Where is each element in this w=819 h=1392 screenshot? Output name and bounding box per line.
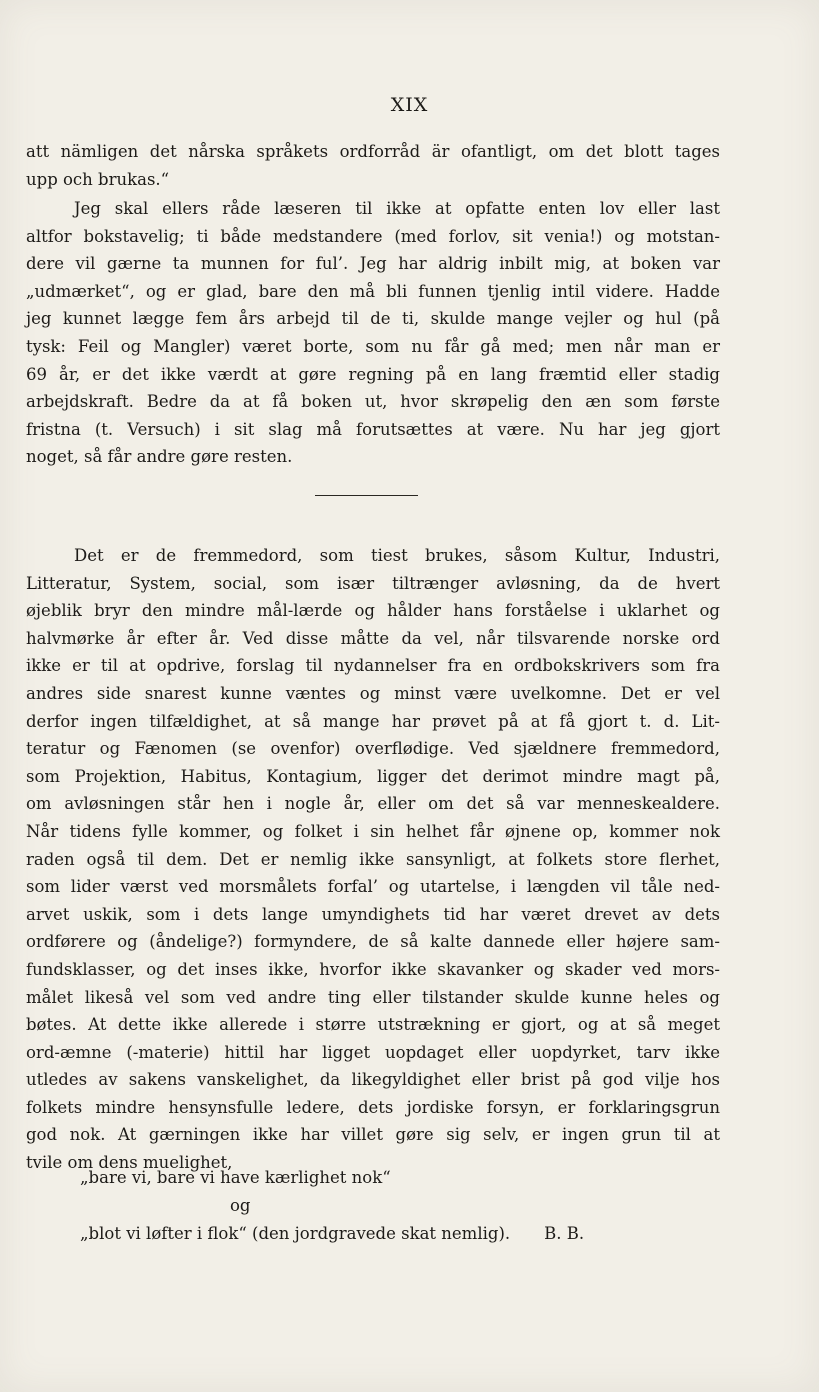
quote-connector: og <box>230 1196 251 1215</box>
text-line: arvet uskik, som i dets lange umyndighets tid har været drevet av dets <box>26 904 720 924</box>
text-line: som lider værst ved morsmålets forfal’ og utartelse, i længden vil tåle ned- <box>26 877 720 897</box>
page-number: XIX <box>390 94 429 116</box>
text-line: ordførere og (åndelige?) formyndere, de så kalte dannede eller højere sam- <box>26 932 720 952</box>
quote-line-2 <box>80 1220 680 1248</box>
text-line: som Projektion, Habitus, Kontagium, ligger det derimot mindre magt på, <box>26 766 720 786</box>
text-line: upp och brukas.“ <box>26 169 170 189</box>
text-line: raden også til dem. Det er nemlig ikke sansynligt, at folkets store flerhet, <box>26 849 720 869</box>
text-line: utledes av sakens vanskelighet, da likegyldighet eller brist på god vilje hos <box>26 1070 720 1090</box>
text-line: Jeg skal ellers råde læseren til ikke at opfatte enten lov eller last <box>74 199 720 218</box>
text-line: halvmørke år efter år. Ved disse måtte da vel, når tilsvarende norske ord <box>26 628 720 648</box>
quote-line-1: „bare vi, bare vi have kærlighet nok“ <box>80 1168 391 1187</box>
text-line: tvile om dens muelighet, <box>26 1153 233 1173</box>
paragraph-loanwords <box>26 542 720 1177</box>
closing-quote <box>80 1164 680 1248</box>
text-line: Litteratur, System, social, som især tiltrænger avløsning, da de hvert <box>26 573 720 593</box>
text-line: om avløsningen står hen i nogle år, eller om det så var menneskealdere. <box>26 794 720 814</box>
text-line: folkets mindre hensynsfulle ledere, dets jordiske forsyn, er forklaringsgrun <box>26 1097 720 1117</box>
signature: B. B. <box>544 1224 585 1243</box>
text-line: øjeblik bryr den mindre mål-lærde og hålder hans forståelse i uklarhet og <box>26 601 720 621</box>
text-line: „udmærket“, og er glad, bare den må bli funnen tjenlig intil videre. Hadde <box>26 281 720 301</box>
text-line: altfor bokstavelig; ti både medstandere (med forlov, sit venia!) og motstan- <box>26 226 720 246</box>
text-line: tysk: Feil og Mangler) været borte, som nu får gå med; men når man er <box>26 336 720 356</box>
text-line: att nämligen det nårska språkets ordforråd är ofantligt, om det blott tages <box>26 142 720 161</box>
text-line: dere vil gærne ta munnen for ful’. Jeg har aldrig inbilt mig, at boken var <box>26 254 720 274</box>
text-line: ikke er til at opdrive, forslag til nydannelser fra en ordbokskrivers som fra <box>26 656 720 676</box>
text-line: derfor ingen tilfældighet, at så mange har prøvet på at få gjort t. d. Lit- <box>26 711 720 731</box>
text-line: Når tidens fylle kommer, og folket i sin helhet får øjnene op, kommer nok <box>26 821 720 841</box>
text-line: god nok. At gærningen ikke har villet gøre sig selv, er ingen grun til at <box>26 1125 720 1145</box>
paragraph-preface-note <box>26 195 720 471</box>
text-line: andres side snarest kunne væntes og minst være uvelkomne. Det er vel <box>26 683 720 703</box>
text-line: fristna (t. Versuch) i sit slag må forutsættes at være. Nu har jeg gjort <box>26 419 720 439</box>
text-line: noget, så får andre gøre resten. <box>26 447 293 467</box>
paragraph-continuation <box>26 138 720 193</box>
text-line: Det er de fremmedord, som tiest brukes, såsom Kultur, Industri, <box>74 546 720 565</box>
text-line: bøtes. At dette ikke allerede i større utstrækning er gjort, og at så meget <box>26 1015 720 1035</box>
text-line: teratur og Fænomen (se ovenfor) overflødige. Ved sjældnere fremmedord, <box>26 739 720 759</box>
section-divider <box>315 495 418 496</box>
text-line: jeg kunnet lægge fem års arbejd til de ti, skulde mange vejler og hul (på <box>26 309 720 329</box>
text-line: 69 år, er det ikke værdt at gøre regning på en lang fræmtid eller stadig <box>26 364 720 384</box>
text-line: fundsklasser, og det inses ikke, hvorfor ikke skavanker og skader ved mors- <box>26 959 720 979</box>
quote-line-2-text: „blot vi løfter i flok“ (den jordgravede skat nemlig). <box>80 1224 511 1243</box>
text-line: målet likeså vel som ved andre ting eller tilstander skulde kunne heles og <box>26 987 720 1007</box>
text-line: ord-æmne (-materie) hittil har ligget uopdaget eller uopdyrket, tarv ikke <box>26 1042 720 1062</box>
text-line: arbejdskraft. Bedre da at få boken ut, hvor skrøpelig den æn som første <box>26 392 720 412</box>
